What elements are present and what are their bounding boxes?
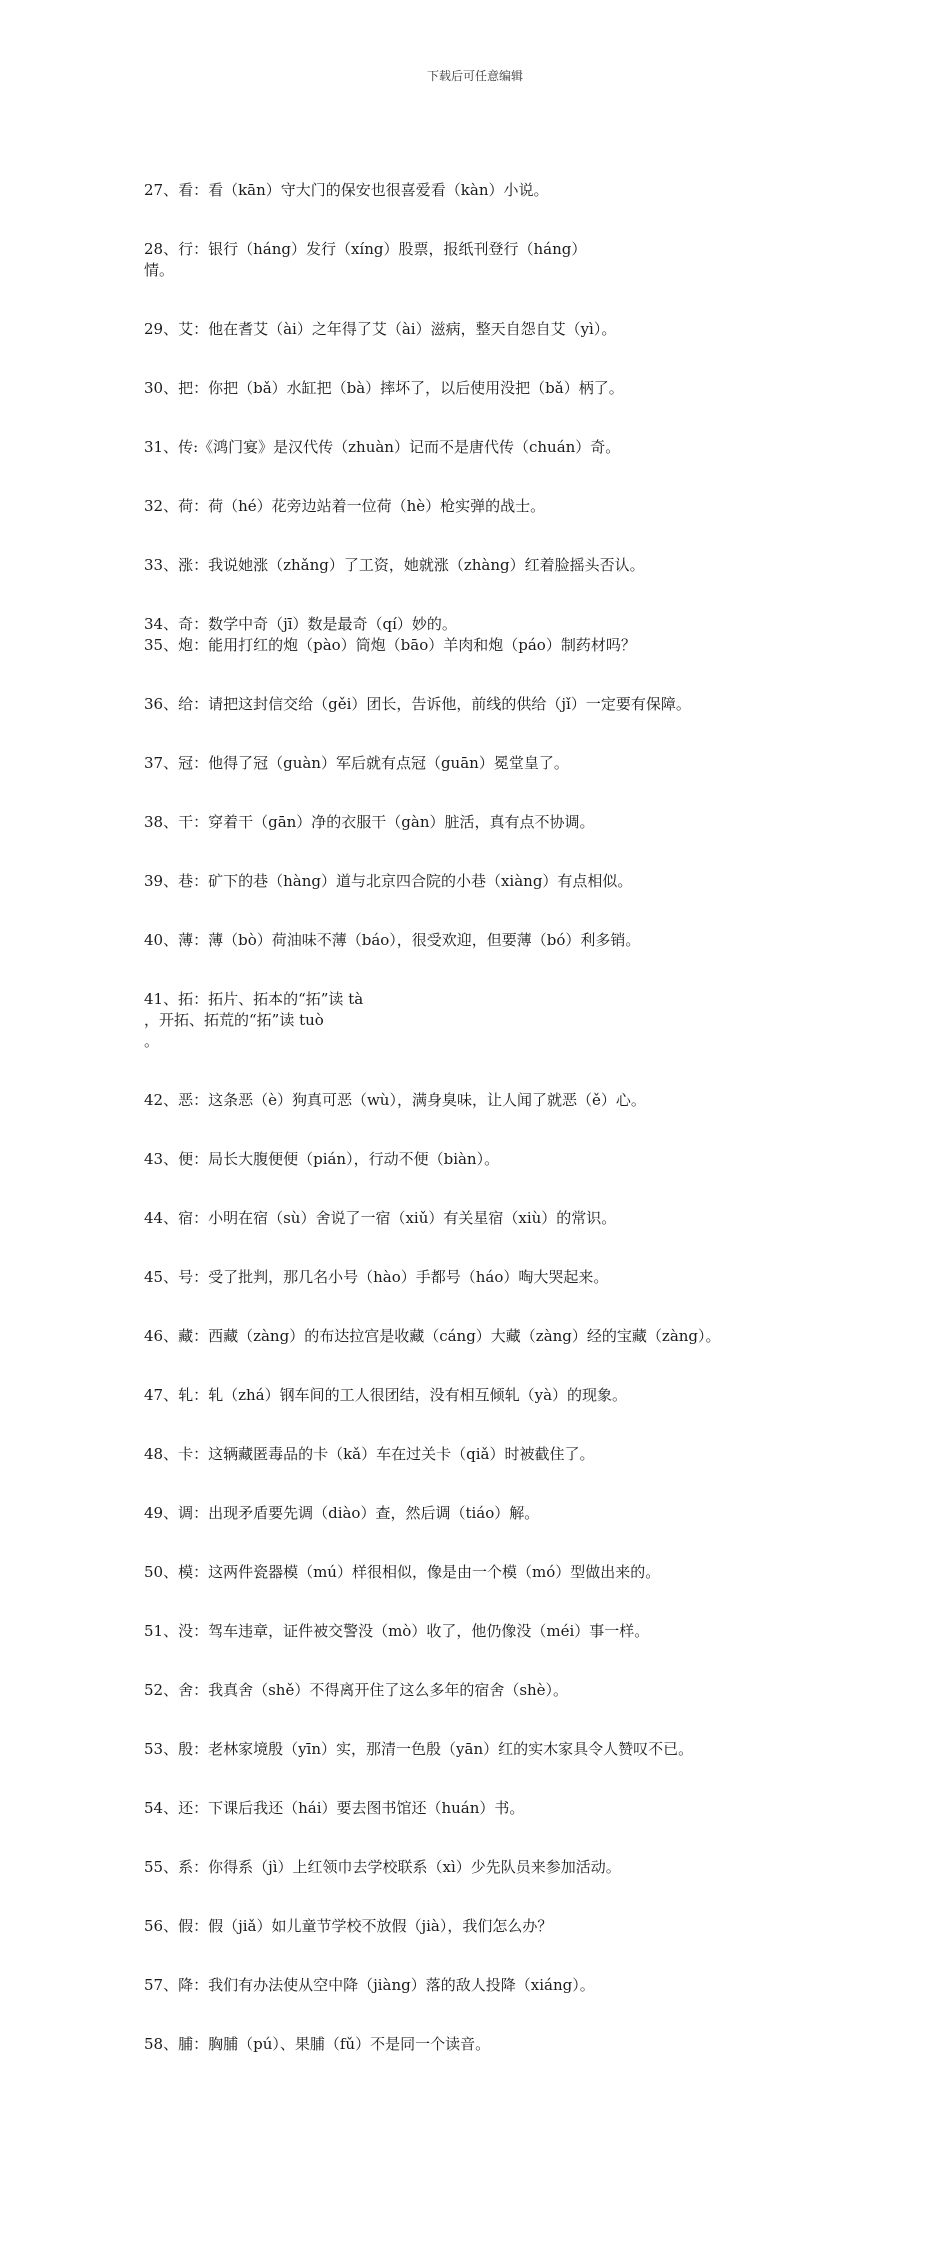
list-item-text: 30、把：你把（bǎ）水缸把（bà）摔坏了，以后使用没把（bǎ）柄了。 [144, 379, 624, 397]
list-item [144, 1798, 824, 1819]
list-item [144, 378, 824, 399]
list-item [144, 496, 824, 517]
list-item-text: 53、殷：老林家境殷（yīn）实，那清一色殷（yān）红的实木家具令人赞叹不已。 [144, 1740, 694, 1758]
list-item-text: 46、藏：西藏（zàng）的布达拉宫是收藏（cáng）大藏（zàng）经的宝藏（zàng）。 [144, 1327, 721, 1345]
list-item-text: 48、卡：这辆藏匿毒品的卡（kǎ）车在过关卡（qiǎ）时被截住了。 [144, 1445, 595, 1463]
list-item-text: 28、行：银行（háng）发行（xíng）股票，报纸刊登行（háng） [144, 240, 587, 258]
list-item-text: 37、冠：他得了冠（guàn）军后就有点冠（guān）冕堂皇了。 [144, 754, 569, 772]
list-item-text: 38、干：穿着干（gān）净的衣服干（gàn）脏活，真有点不协调。 [144, 813, 595, 831]
list-item [144, 180, 824, 201]
list-item [144, 930, 824, 951]
list-item-text: 27、看：看（kān）守大门的保安也很喜爱看（kàn）小说。 [144, 181, 549, 199]
list-item [144, 812, 824, 833]
list-item [144, 1208, 824, 1229]
list-item [144, 1444, 824, 1465]
list-item-text: 41、拓：拓片、拓本的“拓”读 tà [144, 990, 364, 1008]
list-item [144, 1503, 824, 1524]
list-item [144, 989, 824, 1052]
list-item [144, 555, 824, 576]
list-item-text: 47、轧：轧（zhá）钢车间的工人很团结，没有相互倾轧（yà）的现象。 [144, 1386, 628, 1404]
list-item [144, 1149, 824, 1170]
list-item [144, 1621, 824, 1642]
list-item-text: 56、假：假（jiǎ）如儿童节学校不放假（jià），我们怎么办？ [144, 1917, 553, 1935]
list-item-text: 35、炮：能用打红的炮（pào）筒炮（bāo）羊肉和炮（páo）制药材吗？ [144, 636, 636, 654]
list-item-text: 43、便：局长大腹便便（pián），行动不便（biàn）。 [144, 1150, 500, 1168]
list-item-text: 45、号：受了批判，那几名小号（hào）手都号（háo）啕大哭起来。 [144, 1268, 609, 1286]
list-item [144, 437, 824, 458]
list-item-text: 54、还：下课后我还（hái）要去图书馆还（huán）书。 [144, 1799, 525, 1817]
list-item [144, 1680, 824, 1701]
document-body [144, 180, 824, 2093]
list-item-text: 55、系：你得系（jì）上红领巾去学校联系（xì）少先队员来参加活动。 [144, 1858, 621, 1876]
list-item-text: 29、艾：他在耆艾（ài）之年得了艾（ài）滋病，整天自怨自艾（yì）。 [144, 320, 617, 338]
list-item-text: 40、薄：薄（bò）荷油味不薄（báo），很受欢迎，但要薄（bó）利多销。 [144, 931, 641, 949]
list-item [144, 1975, 824, 1996]
list-item-text: 33、涨：我说她涨（zhǎng）了工资，她就涨（zhàng）红着脸摇头否认。 [144, 556, 645, 574]
list-item [144, 1326, 824, 1347]
list-item-text: 51、没：驾车违章，证件被交警没（mò）收了，他仍像没（méi）事一样。 [144, 1622, 650, 1640]
list-item [144, 2034, 824, 2055]
list-item [144, 871, 824, 892]
list-item-text: 。 [144, 1032, 160, 1050]
list-item [144, 1267, 824, 1288]
list-item [144, 1562, 824, 1583]
list-item [144, 239, 824, 281]
list-item [144, 753, 824, 774]
list-item-text: 58、脯：胸脯（pú）、果脯（fǔ）不是同一个读音。 [144, 2035, 491, 2053]
list-item [144, 1916, 824, 1937]
list-item-text: 39、巷：矿下的巷（hàng）道与北京四合院的小巷（xiàng）有点相似。 [144, 872, 633, 890]
list-item [144, 1090, 824, 1111]
list-item-text: 42、恶：这条恶（è）狗真可恶（wù），满身臭味，让人闻了就恶（ě）心。 [144, 1091, 646, 1109]
list-item-text: 44、宿：小明在宿（sù）舍说了一宿（xiǔ）有关星宿（xiù）的常识。 [144, 1209, 617, 1227]
list-item [144, 694, 824, 715]
list-item-text: 34、奇：数学中奇（jī）数是最奇（qí）妙的。 [144, 615, 457, 633]
list-item-text: 50、模：这两件瓷器模（mú）样很相似，像是由一个模（mó）型做出来的。 [144, 1563, 661, 1581]
list-item-text: 36、给：请把这封信交给（gěi）团长，告诉他，前线的供给（jǐ）一定要有保障。 [144, 695, 691, 713]
list-item [144, 1857, 824, 1878]
list-item [144, 614, 824, 656]
list-item-text: 31、传:《鸿门宴》是汉代传（zhuàn）记而不是唐代传（chuán）奇。 [144, 438, 621, 456]
page-header: 下载后可任意编辑 [426, 69, 523, 83]
list-item [144, 1385, 824, 1406]
list-item-text: 49、调：出现矛盾要先调（diào）查，然后调（tiáo）解。 [144, 1504, 540, 1522]
list-item-text: 52、舍：我真舍（shě）不得离开住了这么多年的宿舍（shè）。 [144, 1681, 569, 1699]
list-item [144, 319, 824, 340]
list-item-text: 情。 [144, 261, 175, 279]
list-item-text: ，开拓、拓荒的“拓”读 tuò [144, 1011, 324, 1029]
list-item-text: 57、降：我们有办法使从空中降（jiàng）落的敌人投降（xiáng）。 [144, 1976, 595, 1994]
list-item-text: 32、荷：荷（hé）花旁边站着一位荷（hè）枪实弹的战士。 [144, 497, 546, 515]
list-item [144, 1739, 824, 1760]
